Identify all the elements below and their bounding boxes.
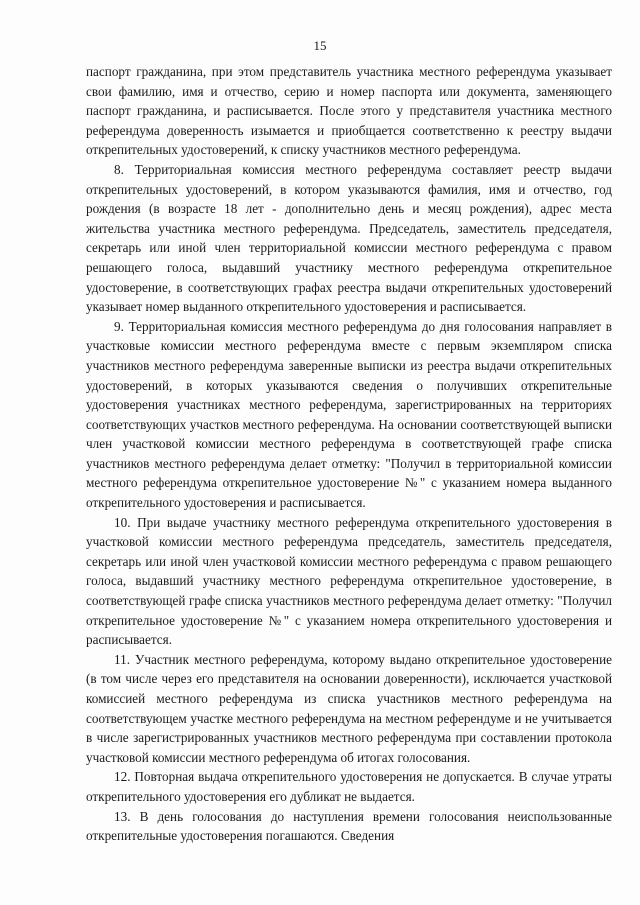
paragraph-8: 8. Территориальная комиссия местного референдума составляет реестр выдачи открепительных удостоверений, в котором указываются фамилия, имя и отчество, год рождения (в возрасте 18 лет - дополнительно день и месяц рождения), адрес места жительства участника местного референдума. Председатель, заместитель председателя, секретарь или иной член территориальной комиссии местного референдума с правом решающего голоса, выдавший участнику местного референдума открепительное удостоверение, в соответствующих графах реестра выдачи открепительных удостоверений указывает номер выданного открепительного удостоверения и расписывается. bbox=[86, 161, 612, 315]
paragraph-11: 11. Участник местного референдума, которому выдано открепительное удостоверение (в том числе через его представителя на основании доверенности), исключается участковой комиссией местного референдума из списка участников местного референдума на соответствующем участке местного референдума на местном референдуме и не учитывается в числе зарегистрированных участников местного референдума при составлении протокола участковой комиссии местного референдума об итогах голосования. bbox=[86, 651, 612, 765]
paragraph-9: 9. Территориальная комиссия местного референдума до дня голосования направляет в участковые комиссии местного референдума вместе с первым экземпляром списка участников местного референдума заверенные выписки из реестра выдачи открепительных удостоверений, в которых указываются сведения о получивших открепительные удостоверения участниках местного референдума, зарегистрированных на территориях соответствующих участков местного референдума. На основании соответствующей выписки член участковой комиссии местного референдума в соответствующей графе списка участников местного референдума делает отметку: "Получил в территориальной комиссии местного референдума открепительное удостоверение №" с указанием номера выданного открепительного удостоверения и расписывается. bbox=[86, 318, 612, 511]
page-number: 15 bbox=[313, 38, 327, 53]
paragraph-continuation: паспорт гражданина, при этом представитель участника местного референдума указывает свои фамилию, имя и отчество, серию и номер паспорта или документа, заменяющего паспорт гражданина, и расписывается. После этого у представителя участника местного референдума доверенность изымается и приобщается соответственно к реестру выдачи открепительных удостоверений, к списку участников местного референдума. bbox=[86, 64, 612, 158]
paragraph-12: 12. Повторная выдача открепительного удостоверения не допускается. В случае утраты открепительного удостоверения его дубликат не выдается. bbox=[86, 769, 612, 804]
document-body bbox=[86, 62, 612, 846]
paragraph-13: 13. В день голосования до наступления времени голосования неиспользованные открепительные удостоверения погашаются. Сведения bbox=[86, 808, 612, 844]
paragraph-10: 10. При выдаче участнику местного референдума открепительного удостоверения в участковой комиссии местного референдума председатель, заместитель председателя, секретарь или иной член участковой комиссии местного референдума с правом решающего голоса, выдавший участнику местного референдума открепительное удостоверение, в соответствующей графе списка участников местного референдума делает отметку: "Получил открепительное удостоверение №" с указанием номера открепительного удостоверения и расписывается. bbox=[86, 514, 612, 648]
